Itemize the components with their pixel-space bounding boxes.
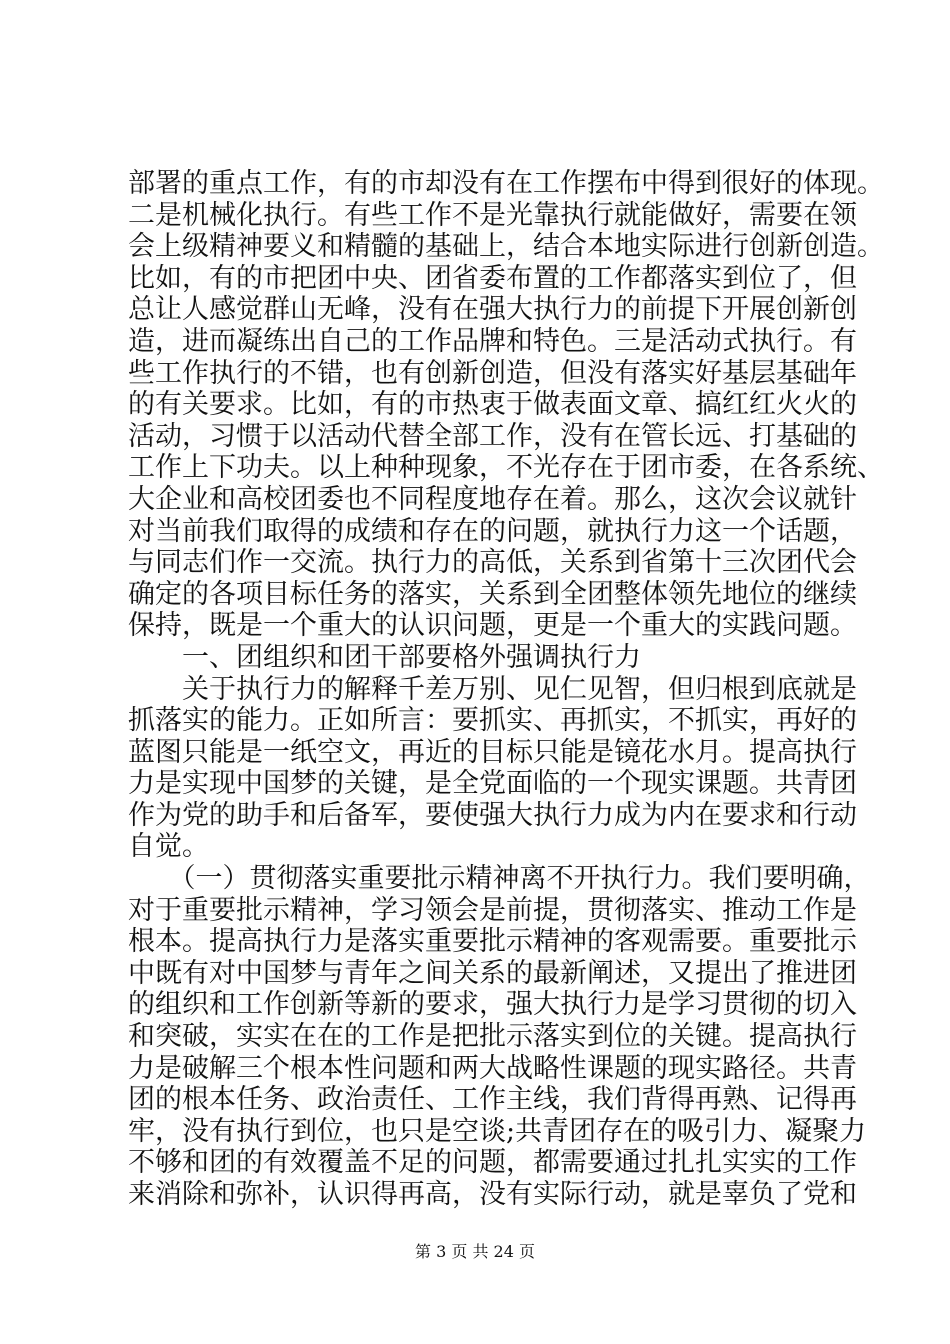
text-line: 造，进而凝练出自己的工作品牌和特色。三是活动式执行。有 xyxy=(128,325,857,357)
text-line: 活动，习惯于以活动代替全部工作，没有在管长远、打基础的 xyxy=(128,420,857,452)
text-line: 的有关要求。比如，有的市热衷于做表面文章、搞红红火火的 xyxy=(128,389,857,421)
section-heading: 一、团组织和团干部要格外强调执行力 xyxy=(128,641,641,673)
text-line: 总让人感觉群山无峰，没有在强大执行力的前提下开展创新创 xyxy=(128,294,857,326)
text-line: （一）贯彻落实重要批示精神离不开执行力。我们要明确， xyxy=(128,863,871,895)
text-line: 力是实现中国梦的关键，是全党面临的一个现实课题。共青团 xyxy=(128,768,857,800)
text-line: 关于执行力的解释千差万别、见仁见智，但归根到底就是 xyxy=(128,673,857,705)
text-line: 力是破解三个根本性问题和两大战略性课题的现实路径。共青 xyxy=(128,1052,857,1084)
text-line: 抓落实的能力。正如所言：要抓实、再抓实，不抓实，再好的 xyxy=(128,705,857,737)
text-line: 确定的各项目标任务的落实，关系到全团整体领先地位的继续 xyxy=(128,578,857,610)
text-line: 团的根本任务、政治责任、工作主线，我们背得再熟、记得再 xyxy=(128,1084,857,1116)
text-line: 蓝图只能是一纸空文，再近的目标只能是镜花水月。提高执行 xyxy=(128,736,857,768)
text-line: 的组织和工作创新等新的要求，强大执行力是学习贯彻的切入 xyxy=(128,989,857,1021)
text-line: 部署的重点工作，有的市却没有在工作摆布中得到很好的体现。 xyxy=(128,168,884,199)
text-line: 自觉。 xyxy=(128,831,209,863)
text-line: 不够和团的有效覆盖不足的问题，都需要通过扎扎实实的工作 xyxy=(128,1147,857,1179)
text-line: 对于重要批示精神，学习领会是前提，贯彻落实、推动工作是 xyxy=(128,894,857,926)
body-text xyxy=(128,168,884,1211)
text-line: 中既有对中国梦与青年之间关系的最新阐述，又提出了推进团 xyxy=(128,957,857,989)
text-line: 大企业和高校团委也不同程度地存在着。那么，这次会议就针 xyxy=(128,483,857,515)
text-line: 二是机械化执行。有些工作不是光靠执行就能做好，需要在领 xyxy=(128,199,857,231)
text-line: 保持，既是一个重大的认识问题，更是一个重大的实践问题。 xyxy=(128,610,857,642)
text-line: 工作上下功夫。以上种种现象，不光存在于团市委，在各系统、 xyxy=(128,452,884,484)
text-line: 来消除和弥补，认识得再高，没有实际行动，就是辜负了党和 xyxy=(128,1179,857,1210)
text-line: 比如，有的市把团中央、团省委布置的工作都落实到位了，但 xyxy=(128,262,857,294)
text-line: 与同志们作一交流。执行力的高低，关系到省第十三次团代会 xyxy=(128,547,857,579)
text-line: 些工作执行的不错，也有创新创造，但没有落实好基层基础年 xyxy=(128,357,857,389)
text-line: 对当前我们取得的成绩和存在的问题，就执行力这一个话题， xyxy=(128,515,857,547)
text-line: 会上级精神要义和精髓的基础上，结合本地实际进行创新创造。 xyxy=(128,231,884,263)
text-line: 牢，没有执行到位，也只是空谈;共青团存在的吸引力、凝聚力 xyxy=(128,1115,867,1147)
page-number-label: 第 3 页 共 24 页 xyxy=(415,1242,535,1261)
text-line: 和突破，实实在在的工作是把批示落实到位的关键。提高执行 xyxy=(128,1021,857,1053)
page-footer xyxy=(0,1242,950,1262)
text-line: 根本。提高执行力是落实重要批示精神的客观需要。重要批示 xyxy=(128,926,857,958)
text-line: 作为党的助手和后备军，要使强大执行力成为内在要求和行动 xyxy=(128,799,857,831)
